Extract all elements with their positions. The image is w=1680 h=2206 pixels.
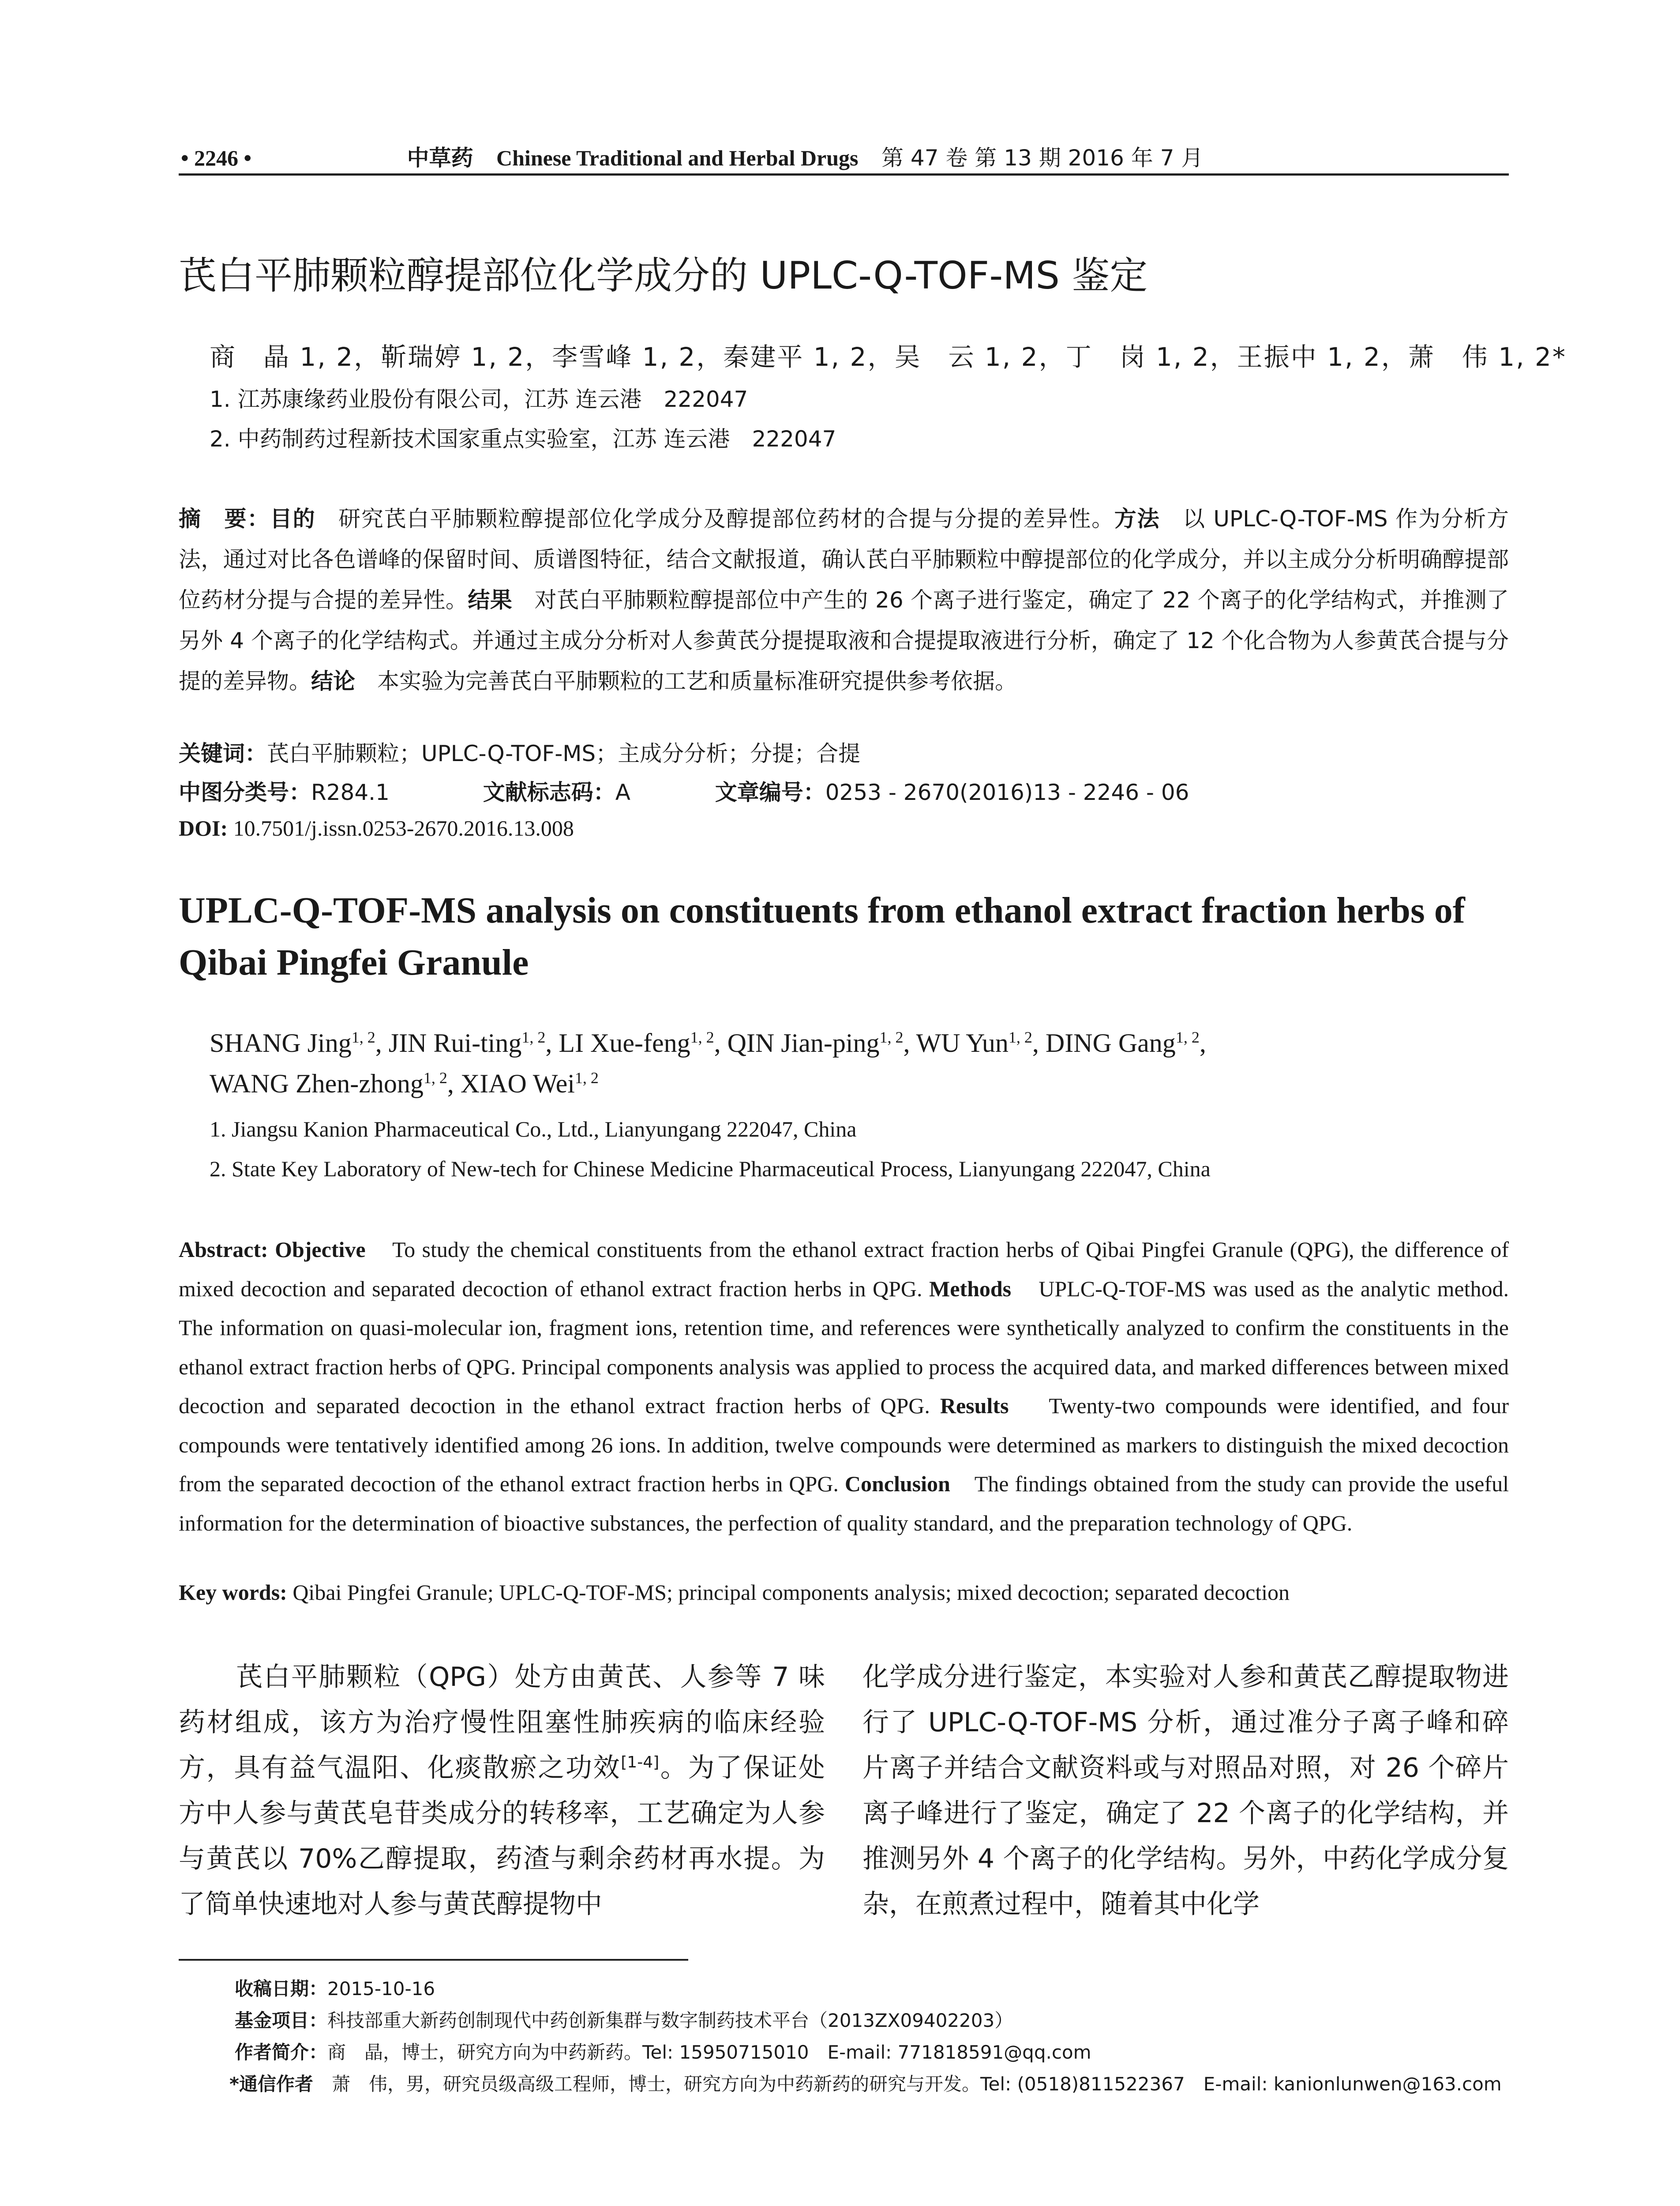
objective-en: To study the chemical constituents from the ethanol extract fraction herbs of Qibai Pingfei Granule (QPG), the difference of mixed decoction and separated decoction of ethanol extract fraction herbs in QPG. xyxy=(179,1237,1509,1301)
body-left-text-a: 芪白平肺颗粒（QPG）处方由黄芪、人参等 7 味药材组成，该方为治疗慢性阻塞性肺疾病的临床经验方，具有益气温阳、化痰散瘀之功效 xyxy=(179,1662,825,1783)
body-left-text-b: 。为了保证处方中人参与黄芪皂苷类成分的转移率，工艺确定为人参与黄芪以 70%乙醇提取，药渣与剩余药材再水提。为了简单快速地对人参与黄芪醇提物中 xyxy=(179,1752,825,1920)
corresponding-label: *通信作者 xyxy=(229,2073,313,2095)
keywords-en-label: Key words: xyxy=(179,1580,287,1605)
affiliation-en-2: 2. State Key Laboratory of New-tech for Chinese Medicine Pharmaceutical Process, Lianyungang 222047, China xyxy=(210,1156,1211,1181)
citation-ref: [1-4] xyxy=(621,1753,660,1771)
keywords-cn-label: 关键词： xyxy=(179,741,267,766)
abstract-cn xyxy=(179,499,1509,702)
classification-line xyxy=(179,775,1189,807)
conclusion-label-cn: 结论 xyxy=(311,668,355,694)
body-column-left xyxy=(179,1654,825,1927)
doi-value: 10.7501/j.issn.0253-2670.2016.13.008 xyxy=(233,816,574,840)
methods-label-en: Methods xyxy=(929,1276,1012,1301)
page-number: • 2246 • xyxy=(181,146,252,170)
abstract-cn-label: 摘 要： xyxy=(179,506,270,532)
journal-name-cn: 中草药 xyxy=(407,145,473,171)
objective-label-cn: 目的 xyxy=(270,506,316,532)
fund-text: 科技部重大新药创制现代中药创新集群与数字制药技术平台（2013ZX09402203） xyxy=(327,2010,1013,2031)
clc-value: R284.1 xyxy=(311,780,390,805)
received-label: 收稿日期： xyxy=(235,1978,328,2000)
footnote-fund xyxy=(235,2006,1013,2033)
issue-info: 第 47 卷 第 13 期 2016 年 7 月 xyxy=(881,145,1204,171)
footnote-author xyxy=(235,2038,1091,2064)
fund-label: 基金项目： xyxy=(235,2010,328,2031)
received-date: 2015-10-16 xyxy=(327,1978,435,2000)
conclusion-en: The findings obtained from the study can provide the useful information for the determination of bioactive substances, the perfection of quality standard, and the preparation technology of QPG. xyxy=(179,1471,1509,1535)
keywords-cn-text: 芪白平肺颗粒；UPLC-Q-TOF-MS；主成分分析；分提；合提 xyxy=(267,741,861,766)
results-label-en: Results xyxy=(940,1393,1009,1418)
objective-label-en: Objective xyxy=(275,1237,366,1262)
title-en: UPLC-Q-TOF-MS analysis on constituents from ethanol extract fraction herbs of Qibai Pingfei Granule xyxy=(179,890,1465,983)
corresponding-text: 萧 伟，男，研究员级高级工程师，博士，研究方向为中药新药的研究与开发。Tel: (0518)811522367 E-mail: kanionlunwen@163.com xyxy=(331,2073,1502,2095)
running-header xyxy=(181,140,1504,176)
methods-cn: 以 UPLC-Q-TOF-MS 作为分析方法，通过对比各色谱峰的保留时间、质谱图特征，结合文献报道，确认芪白平肺颗粒中醇提部位的化学成分，并以主成分分析明确醇提部位药材分提与合提的差异性。 xyxy=(179,506,1509,613)
authors-cn: 商 晶 1, 2，靳瑞婷 1, 2，李雪峰 1, 2，秦建平 1, 2，吴 云 1, 2，丁 岗 1, 2，王振中 1, 2，萧 伟 1, 2* xyxy=(210,342,1567,372)
doi-line xyxy=(179,815,574,841)
footnote-corresponding xyxy=(229,2070,1502,2096)
keywords-cn xyxy=(179,736,860,768)
doi-label: DOI: xyxy=(179,816,228,840)
author-bio-label: 作者简介： xyxy=(235,2041,328,2063)
results-cn: 对芪白平肺颗粒醇提部位中产生的 26 个离子进行鉴定，确定了 22 个离子的化学结构式，并推测了另外 4 个离子的化学结构式。并通过主成分分析对人参黄芪分提提取液和合提提取液进行分析，确定了 12 个化合物为人参黄芪合提与分提的差异物。 xyxy=(179,587,1509,694)
article-no-label: 文章编号： xyxy=(715,780,825,805)
methods-label-cn: 方法 xyxy=(1114,506,1160,532)
footnote-rule xyxy=(179,1959,688,1961)
journal-name-en: Chinese Traditional and Herbal Drugs xyxy=(496,146,859,170)
clc-label: 中图分类号： xyxy=(179,780,311,805)
authors-en-line-2: WANG Zhen-zhong$^{1, 2}$, XIAO Wei$^{1, 2}$ xyxy=(210,1069,599,1098)
body-column-right: 化学成分进行鉴定，本实验对人参和黄芪乙醇提取物进行了 UPLC-Q-TOF-MS 分析，通过准分子离子峰和碎片离子并结合文献资料或与对照品对照，对 26 个碎片离子峰进行了鉴定，确定了 22 个离子的化学结构，并推测另外 4 个离子的化学结构。另外，中药化学成分复杂，在煎煮过程中，随着其中化学 xyxy=(862,1662,1509,1920)
doc-code-label: 文献标志码： xyxy=(483,780,615,805)
abstract-en xyxy=(179,1230,1509,1542)
article-no-value: 0253 - 2670(2016)13 - 2246 - 06 xyxy=(825,780,1189,805)
keywords-en xyxy=(179,1579,1290,1605)
author-bio-text: 商 晶，博士，研究方向为中药新药。Tel: 15950715010 E-mail: 771818591@qq.com xyxy=(327,2041,1091,2063)
methods-en: UPLC-Q-TOF-MS was used as the analytic method. The information on quasi-molecular ion, fragment ions, retention time, and references were synthetically analyzed to confirm the constituents in the ethanol extract fraction herbs of QPG. Principal components analysis was applied to process the acquired data, and marked differences between mixed decoction and separated decoction in the ethanol extract fraction herbs of QPG. xyxy=(179,1276,1509,1418)
keywords-en-text: Qibai Pingfei Granule; UPLC-Q-TOF-MS; principal components analysis; mixed decoction; separated decoction xyxy=(292,1580,1290,1605)
results-en: Twenty-two compounds were identified, and four compounds were tentatively identified among 26 ions. In addition, twelve compounds were determined as markers to distinguish the mixed decoction from the separated decoction of the ethanol extract fraction herbs in QPG. xyxy=(179,1393,1509,1496)
results-label-cn: 结果 xyxy=(468,587,513,613)
abstract-en-label: Abstract: xyxy=(179,1237,268,1262)
affiliation-cn-2: 2. 中药制药过程新技术国家重点实验室，江苏 连云港 222047 xyxy=(210,426,836,452)
conclusion-cn: 本实验为完善芪白平肺颗粒的工艺和质量标准研究提供参考依据。 xyxy=(377,668,1017,694)
footnote-received xyxy=(235,1974,435,2001)
affiliation-en-1: 1. Jiangsu Kanion Pharmaceutical Co., Ltd., Lianyungang 222047, China xyxy=(210,1117,857,1141)
authors-en-line-1: SHANG Jing$^{1, 2}$, JIN Rui-ting$^{1, 2}$, LI Xue-feng$^{1, 2}$, QIN Jian-ping$^{1, 2}$, WU Yun$^{1, 2}$, DING Gang$^{1, 2}$, xyxy=(210,1028,1206,1058)
header-rule xyxy=(179,173,1509,176)
title-cn: 芪白平肺颗粒醇提部位化学成分的 UPLC-Q-TOF-MS 鉴定 xyxy=(179,254,1148,298)
objective-cn: 研究芪白平肺颗粒醇提部位化学成分及醇提部位药材的合提与分提的差异性。 xyxy=(338,506,1114,532)
doc-code-value: A xyxy=(615,780,630,805)
authors-en xyxy=(210,1023,1489,1104)
conclusion-label-en: Conclusion xyxy=(844,1471,950,1496)
affiliation-cn-1: 1. 江苏康缘药业股份有限公司，江苏 连云港 222047 xyxy=(210,386,748,412)
